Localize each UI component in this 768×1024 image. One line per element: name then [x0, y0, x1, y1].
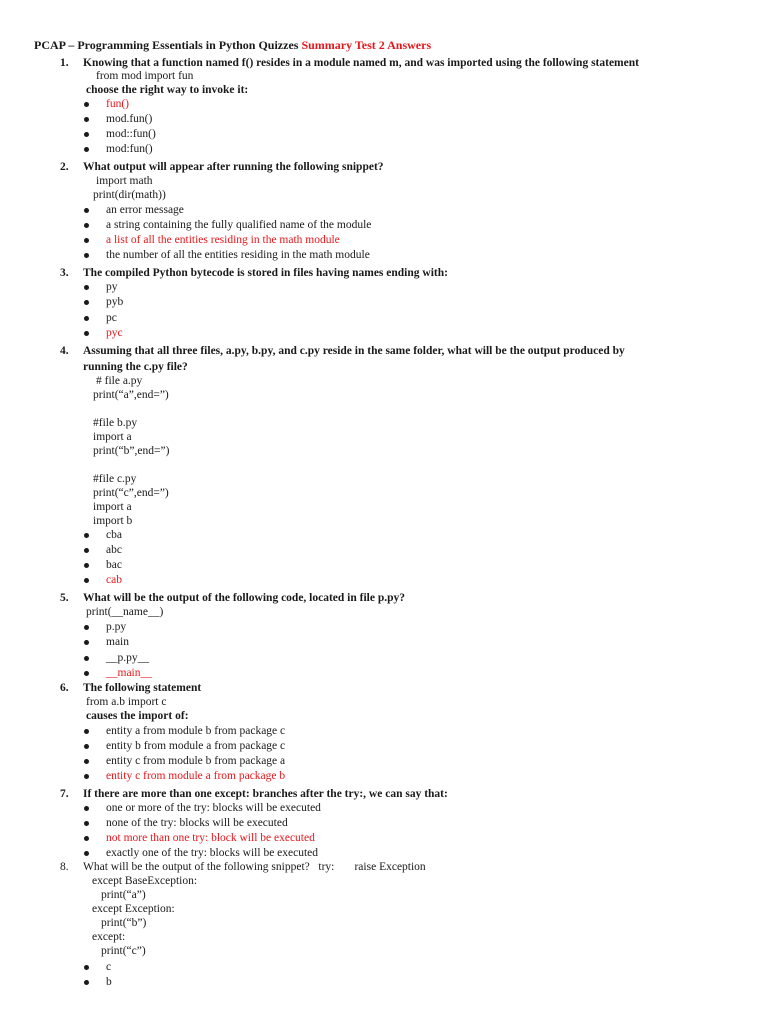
- bullet-icon: [84, 578, 89, 583]
- q3-question: The compiled Python bytecode is stored in files having names ending with:: [83, 267, 448, 279]
- bullet-icon: [84, 625, 89, 630]
- bullet-icon: [84, 821, 89, 826]
- q5-option: __p.py__: [106, 652, 150, 664]
- q6-option: entity a from module b from package c: [106, 725, 286, 737]
- q1-option-correct: fun(): [106, 98, 129, 110]
- q2-code-line: print(dir(math)): [93, 189, 166, 201]
- q7-option-correct: not more than one try: block will be executed: [106, 832, 315, 844]
- q7-option: one or more of the try: blocks will be executed: [106, 802, 321, 814]
- q7-number: 7.: [60, 788, 69, 800]
- q6-code-line: from a.b import c: [86, 696, 167, 708]
- title-suffix: Summary Test 2 Answers: [301, 38, 432, 52]
- q7-question: If there are more than one except: branches after the try:, we can say that:: [83, 788, 448, 800]
- q4-code-line: print(“b”,end=”): [93, 445, 170, 457]
- q8-number: 8.: [60, 861, 69, 873]
- q2-option: an error message: [106, 204, 184, 216]
- q1-number: 1.: [60, 57, 69, 69]
- q3-number: 3.: [60, 267, 69, 279]
- q4-code-line: import a: [93, 501, 132, 513]
- q8-question: What will be the output of the following snippet? try: raise Exception: [83, 861, 426, 873]
- q8-option: b: [106, 976, 112, 988]
- q2-option: a string containing the fully qualified name of the module: [106, 219, 372, 231]
- q4-code-line: print(“c”,end=”): [93, 487, 169, 499]
- q1-option: mod:fun(): [106, 143, 153, 155]
- q4-code-line: # file a.py: [96, 375, 143, 387]
- q3-option-correct: pyc: [106, 327, 123, 339]
- q6-question: The following statement: [83, 682, 202, 694]
- q6-number: 6.: [60, 682, 69, 694]
- q4-code-line: #file c.py: [93, 473, 137, 485]
- q1-option: mod::fun(): [106, 128, 156, 140]
- q8-code-line: print(“a”): [101, 889, 146, 901]
- q4-option: abc: [106, 544, 122, 556]
- q6-option: entity b from module a from package c: [106, 740, 286, 752]
- bullet-icon: [84, 759, 89, 764]
- q5-number: 5.: [60, 592, 69, 604]
- bullet-icon: [84, 132, 89, 137]
- q7-option: none of the try: blocks will be executed: [106, 817, 288, 829]
- q4-code-line: print(“a”,end=”): [93, 389, 169, 401]
- q8-code-line: except Exception:: [92, 903, 175, 915]
- q4-code-line: #file b.py: [93, 417, 138, 429]
- bullet-icon: [84, 223, 89, 228]
- q1-option: mod.fun(): [106, 113, 153, 125]
- bullet-icon: [84, 640, 89, 645]
- bullet-icon: [84, 851, 89, 856]
- bullet-icon: [84, 965, 89, 970]
- q3-option: pc: [106, 312, 117, 324]
- bullet-icon: [84, 774, 89, 779]
- bullet-icon: [84, 238, 89, 243]
- bullet-icon: [84, 806, 89, 811]
- q6-option: entity c from module b from package a: [106, 755, 286, 767]
- q8-code-line: print(“b”): [101, 917, 147, 929]
- bullet-icon: [84, 316, 89, 321]
- q7-option: exactly one of the try: blocks will be executed: [106, 847, 319, 859]
- q1-code-line: from mod import fun: [96, 70, 194, 82]
- q5-option: main: [106, 636, 129, 648]
- q8-option: c: [106, 961, 112, 973]
- bullet-icon: [84, 102, 89, 107]
- q1-question: Knowing that a function named f() resides in a module named m, and was imported using the following statement: [83, 57, 639, 69]
- bullet-icon: [84, 656, 89, 661]
- q2-number: 2.: [60, 161, 69, 173]
- q4-option: bac: [106, 559, 122, 571]
- q1-subtext: choose the right way to invoke it:: [86, 84, 249, 96]
- bullet-icon: [84, 533, 89, 538]
- q3-option: pyb: [106, 296, 124, 308]
- q4-question-cont: running the c.py file?: [83, 361, 188, 373]
- bullet-icon: [84, 671, 89, 676]
- q4-number: 4.: [60, 345, 69, 357]
- page-title: [34, 38, 431, 52]
- q2-option: the number of all the entities residing in the math module: [106, 249, 370, 261]
- q4-question: Assuming that all three files, a.py, b.py, and c.py reside in the same folder, what will be the output produced by: [83, 345, 625, 357]
- q2-question: What output will appear after running the following snippet?: [83, 161, 384, 173]
- q2-code-line: import math: [96, 175, 153, 187]
- q4-option-correct: cab: [106, 574, 122, 586]
- q8-code-line: except:: [92, 931, 126, 943]
- q4-code-line: import a: [93, 431, 132, 443]
- bullet-icon: [84, 729, 89, 734]
- bullet-icon: [84, 548, 89, 553]
- bullet-icon: [84, 744, 89, 749]
- q5-option-correct: __main__: [106, 667, 152, 679]
- bullet-icon: [84, 300, 89, 305]
- bullet-icon: [84, 285, 89, 290]
- q5-option: p.py: [106, 621, 127, 633]
- q8-code-line: except BaseException:: [92, 875, 198, 887]
- q2-option-correct: a list of all the entities residing in the math module: [106, 234, 340, 246]
- bullet-icon: [84, 836, 89, 841]
- q4-code-line: import b: [93, 515, 133, 527]
- q6-option-correct: entity c from module a from package b: [106, 770, 286, 782]
- bullet-icon: [84, 117, 89, 122]
- bullet-icon: [84, 563, 89, 568]
- q6-subtext: causes the import of:: [86, 710, 189, 722]
- q8-code-line: print(“c”): [101, 945, 146, 957]
- q5-question: What will be the output of the following code, located in file p.py?: [83, 592, 406, 604]
- q4-option: cba: [106, 529, 122, 541]
- title-prefix: PCAP – Programming Essentials in Python Quizzes: [34, 38, 302, 52]
- q5-code-line: print(__name__): [86, 606, 164, 618]
- bullet-icon: [84, 208, 89, 213]
- bullet-icon: [84, 980, 89, 985]
- bullet-icon: [84, 253, 89, 258]
- bullet-icon: [84, 331, 89, 336]
- bullet-icon: [84, 147, 89, 152]
- q3-option: py: [106, 281, 118, 293]
